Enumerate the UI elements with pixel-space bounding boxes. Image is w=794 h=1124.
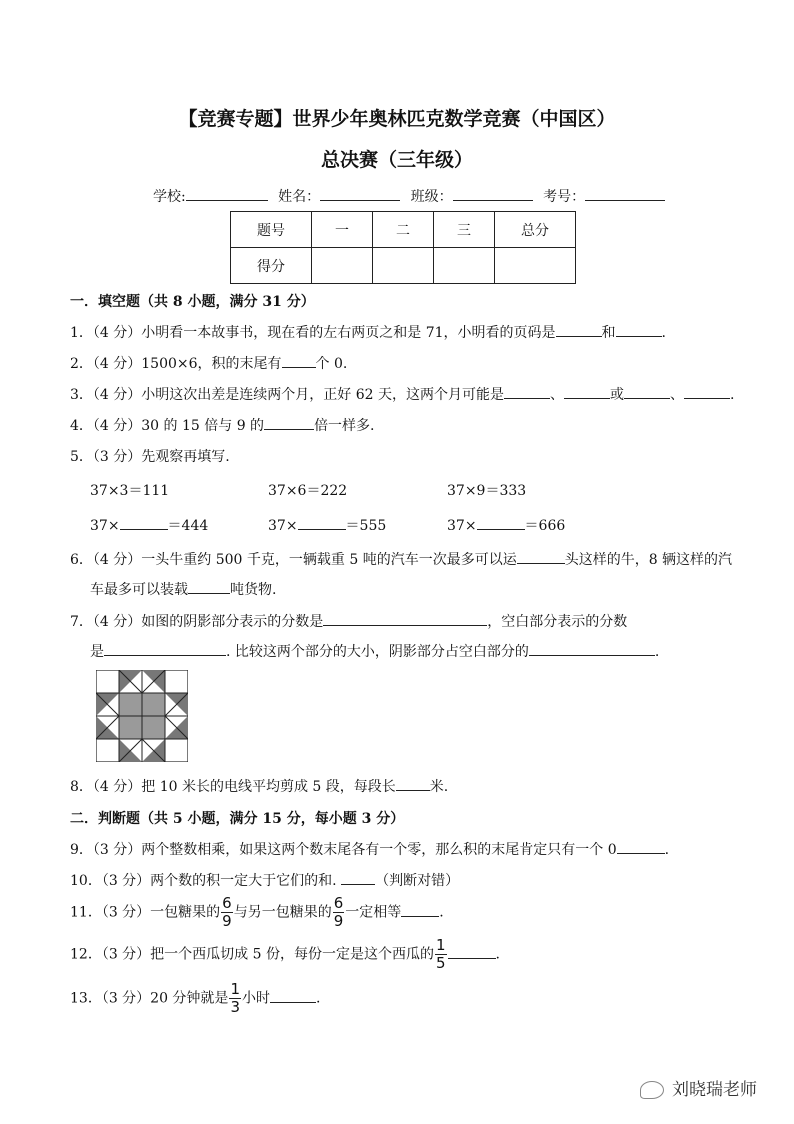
question-text: 一定相等 <box>345 904 402 921</box>
school-field[interactable] <box>186 186 268 201</box>
question-text: 4．（4 分）30 的 15 倍与 9 的 <box>70 418 265 434</box>
score-table-score-row <box>231 248 576 284</box>
page-subtitle: 总决赛（三年级） <box>320 149 473 171</box>
question-text: 1．（4 分）小明看一本故事书，现在看的左右两页之和是 71，小明看的页码是 <box>70 325 556 341</box>
question-11 <box>70 896 444 929</box>
question-text: 、 <box>549 387 564 403</box>
section-heading-fill-in: 一．填空题（共 8 小题，满分 31 分） <box>70 294 315 310</box>
answer-blank[interactable] <box>624 384 670 399</box>
answer-blank[interactable] <box>104 641 226 656</box>
question-text: 37× <box>90 518 120 534</box>
answer-blank[interactable] <box>341 870 375 885</box>
question-text: . <box>729 387 735 403</box>
question-text: 与另一包糖果的 <box>233 904 332 921</box>
score-header-cell: 总分 <box>495 212 576 248</box>
score-cell[interactable] <box>373 248 434 284</box>
name-field[interactable] <box>320 186 400 201</box>
question-7 <box>70 611 627 631</box>
fraction: $\frac{6}{9}$ <box>222 894 232 930</box>
question-text: 8．（4 分）把 10 米长的电线平均剪成 5 段，每段长 <box>70 779 396 795</box>
question-text: 7．（4 分）如图的阴影部分表示的分数是 <box>70 614 324 630</box>
answer-blank[interactable] <box>529 641 655 656</box>
question-12 <box>70 938 500 971</box>
watermark-text: 刘晓瑞老师 <box>672 1080 757 1100</box>
question-text: 12．（3 分）把一个西瓜切成 5 份，每份一定是这个西瓜的 <box>70 946 434 963</box>
question-text: ，空白部分表示的分数 <box>487 614 628 630</box>
answer-blank[interactable] <box>504 384 550 399</box>
fraction: $\frac{1}{5}$ <box>435 936 446 972</box>
wechat-icon <box>640 1081 664 1099</box>
answer-blank[interactable] <box>120 515 168 530</box>
q5-fill <box>447 515 565 535</box>
exam-no-label: 考号： <box>543 189 586 205</box>
question-10 <box>70 870 459 890</box>
answer-blank[interactable] <box>477 515 525 530</box>
score-table <box>230 211 576 284</box>
score-header-cell: 二 <box>373 212 434 248</box>
watermark <box>640 1075 757 1100</box>
question-text: 吨货物. <box>230 582 277 598</box>
question-text: 10．（3 分）两个数的积一定大于它们的和. <box>70 873 337 889</box>
question-text: 头这样的牛，8 辆这样的汽 <box>564 552 733 568</box>
student-info-line <box>153 186 671 206</box>
question-8 <box>70 776 448 796</box>
question-text: ＝666 <box>524 518 566 534</box>
question-text: 和 <box>601 325 616 341</box>
answer-blank[interactable] <box>264 415 314 430</box>
question-text: 2．（4 分）1500×6，积的末尾有 <box>70 356 282 372</box>
page-title: 【竞赛专题】世界少年奥林匹克数学竞赛（中国区） <box>178 108 616 130</box>
q5-fill <box>268 515 386 535</box>
question-text: . <box>661 325 666 341</box>
question-6-cont <box>90 579 276 599</box>
question-text: （判断对错） <box>375 873 460 889</box>
question-text: 、 <box>669 387 684 403</box>
question-text: . <box>654 644 660 660</box>
score-cell[interactable] <box>312 248 373 284</box>
q5-example: 37×6＝222 <box>268 483 348 499</box>
question-text: 37× <box>447 518 477 534</box>
question-3 <box>70 384 734 404</box>
q5-example: 37×3＝111 <box>90 483 170 499</box>
question-text: 米. <box>429 779 449 795</box>
answer-blank[interactable] <box>298 515 346 530</box>
class-field[interactable] <box>453 186 533 201</box>
question-text: ＝444 <box>167 518 209 534</box>
shaded-grid-figure <box>96 670 188 762</box>
q5-fill <box>90 515 208 535</box>
question-5: 5．（3 分）先观察再填写. <box>70 449 230 465</box>
score-cell[interactable] <box>434 248 495 284</box>
question-text: . <box>664 842 670 858</box>
section-heading-true-false: 二．判断题（共 5 小题，满分 15 分，每小题 3 分） <box>70 811 405 827</box>
answer-blank[interactable] <box>564 384 610 399</box>
answer-blank[interactable] <box>323 611 487 626</box>
question-text: . <box>315 990 321 1007</box>
score-table-header-row <box>231 212 576 248</box>
question-13 <box>70 982 320 1015</box>
question-text: 个 0. <box>315 356 348 372</box>
answer-blank[interactable] <box>684 384 730 399</box>
question-text: 车最多可以装载 <box>90 582 188 598</box>
question-text: 3．（4 分）小明这次出差是连续两个月，正好 62 天，这两个月可能是 <box>70 387 504 403</box>
question-text: . <box>439 904 444 921</box>
question-text: . <box>495 946 500 963</box>
fraction: $\frac{6}{9}$ <box>333 894 344 930</box>
question-1 <box>70 322 666 342</box>
question-text: 6．（4 分）一头牛重约 500 千克，一辆载重 5 吨的汽车一次最多可以运 <box>70 552 517 568</box>
answer-blank[interactable] <box>270 988 316 1003</box>
question-6 <box>70 549 732 569</box>
question-text: 13．（3 分）20 分钟就是 <box>70 990 229 1007</box>
answer-blank[interactable] <box>282 353 316 368</box>
answer-blank[interactable] <box>188 579 230 594</box>
answer-blank[interactable] <box>448 944 496 959</box>
question-text: 倍一样多. <box>314 418 375 434</box>
answer-blank[interactable] <box>401 902 439 917</box>
question-4 <box>70 415 375 435</box>
question-9 <box>70 839 669 859</box>
answer-blank[interactable] <box>517 549 565 564</box>
question-text: 9．（3 分）两个整数相乘，如果这两个数末尾各有一个零，那么积的末尾肯定只有一个 0 <box>70 842 617 858</box>
question-text: 是 <box>90 644 104 660</box>
class-label: 班级： <box>410 189 453 205</box>
question-text: 11．（3 分）一包糖果的 <box>70 904 221 921</box>
answer-blank[interactable] <box>617 839 665 854</box>
score-header-cell: 一 <box>312 212 373 248</box>
question-text: 小时 <box>241 990 270 1007</box>
question-text: . 比较这两个部分的大小，阴影部分占空白部分的 <box>226 644 529 660</box>
score-row-label: 得分 <box>231 248 312 284</box>
score-header-cell: 三 <box>434 212 495 248</box>
answer-blank[interactable] <box>396 776 430 791</box>
score-cell[interactable] <box>495 248 576 284</box>
name-label: 姓名： <box>278 189 321 205</box>
answer-blank[interactable] <box>556 322 602 337</box>
exam-no-field[interactable] <box>585 186 665 201</box>
fraction: $\frac{1}{3}$ <box>230 980 240 1016</box>
score-header-cell: 题号 <box>231 212 312 248</box>
question-2 <box>70 353 347 373</box>
question-text: ＝555 <box>345 518 387 534</box>
question-text: 或 <box>609 387 624 403</box>
school-label: 学校: <box>153 189 186 205</box>
answer-blank[interactable] <box>616 322 662 337</box>
q5-example: 37×9＝333 <box>447 483 527 499</box>
question-text: 37× <box>268 518 298 534</box>
question-7-cont <box>90 641 659 661</box>
